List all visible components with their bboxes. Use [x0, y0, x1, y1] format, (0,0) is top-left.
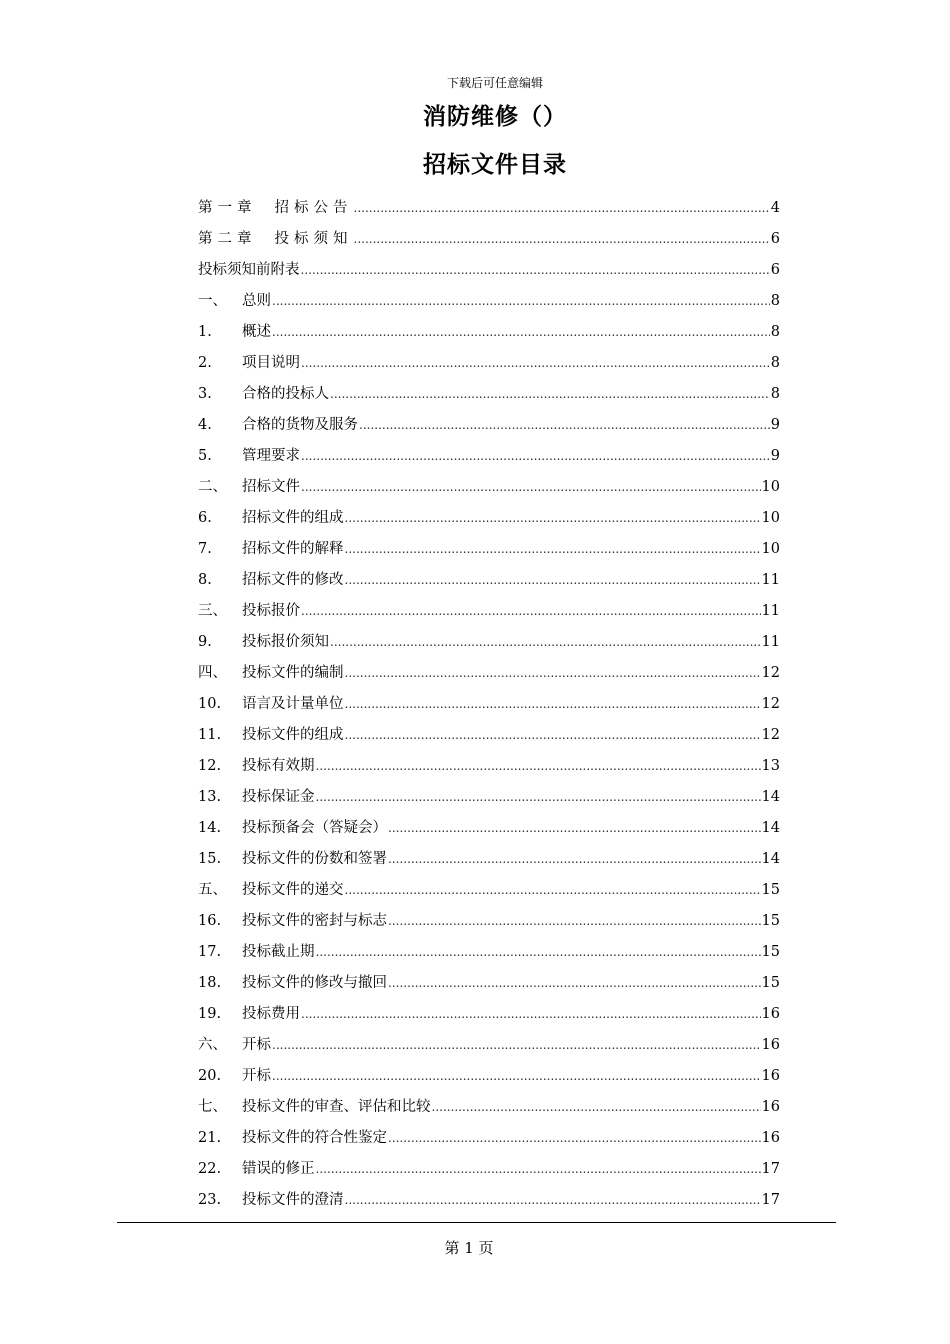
toc-entry-number: 一、 [198, 293, 227, 309]
toc-dot-leader [272, 1030, 761, 1061]
toc-entry-page: 8 [770, 386, 780, 402]
toc-entry-page: 16 [761, 1006, 780, 1022]
toc-entry-label: 投标预备会（答疑会） [242, 820, 387, 836]
toc-dot-leader [345, 503, 761, 534]
toc-dot-leader [301, 596, 761, 627]
toc-entry-number: 8. [198, 572, 212, 588]
toc-entry-label: 投标截止期 [242, 944, 315, 960]
toc-entry[interactable] [198, 565, 780, 596]
toc-entry-page: 9 [770, 448, 780, 464]
toc-dot-leader [345, 534, 761, 565]
toc-entry-page: 15 [761, 975, 780, 991]
toc-dot-leader [388, 906, 761, 937]
toc-dot-leader [388, 813, 761, 844]
toc-entry-label: 投标文件的澄清 [242, 1192, 344, 1208]
toc-entry-label: 投标文件的递交 [242, 882, 344, 898]
toc-entry-number: 六、 [198, 1037, 227, 1053]
toc-entry[interactable] [198, 813, 780, 844]
toc-entry[interactable] [198, 410, 780, 441]
toc-entry-number: 四、 [198, 665, 227, 681]
toc-entry-page: 10 [761, 510, 780, 526]
toc-dot-leader [301, 348, 770, 379]
toc-dot-leader [354, 224, 770, 255]
toc-dot-leader [388, 968, 761, 999]
toc-entry-label: 招标文件的解释 [242, 541, 344, 557]
toc-entry[interactable] [198, 999, 780, 1030]
toc-dot-leader [316, 751, 761, 782]
toc-entry-number: 19. [198, 1006, 222, 1022]
toc-entry-page: 14 [761, 851, 780, 867]
toc-dot-leader [330, 627, 761, 658]
toc-entry-page: 17 [761, 1192, 780, 1208]
toc-entry-page: 13 [761, 758, 780, 774]
toc-dot-leader [345, 1185, 761, 1216]
toc-entry-number: 16. [198, 913, 222, 929]
toc-entry[interactable] [198, 472, 780, 503]
toc-heading: 招标文件目录 [423, 152, 567, 178]
toc-entry-number: 14. [198, 820, 222, 836]
toc-entry[interactable] [198, 937, 780, 968]
toc-dot-leader [301, 255, 770, 286]
toc-entry[interactable] [198, 968, 780, 999]
toc-entry-label: 投标文件的份数和签署 [242, 851, 387, 867]
toc-dot-leader [345, 689, 761, 720]
toc-dot-leader [388, 1123, 761, 1154]
table-of-contents [198, 193, 780, 1216]
toc-dot-leader [316, 937, 761, 968]
header-note: 下载后可任意编辑 [446, 76, 543, 90]
toc-entry-label: 投标费用 [242, 1006, 300, 1022]
toc-entry-number: 七、 [198, 1099, 227, 1115]
toc-entry-number: 11. [198, 727, 222, 743]
toc-entry-number: 第一章 [198, 200, 257, 216]
toc-dot-leader [301, 999, 761, 1030]
toc-entry-page: 15 [761, 944, 780, 960]
toc-entry-page: 15 [761, 882, 780, 898]
toc-entry-label: 投标有效期 [242, 758, 315, 774]
toc-dot-leader [316, 1154, 761, 1185]
toc-entry-page: 12 [761, 727, 780, 743]
toc-entry[interactable] [198, 1030, 780, 1061]
toc-entry-page: 6 [770, 231, 780, 247]
toc-entry-page: 14 [761, 820, 780, 836]
toc-dot-leader [301, 472, 761, 503]
toc-dot-leader [272, 317, 770, 348]
toc-entry-label: 投标文件的审查、评估和比较 [242, 1099, 431, 1115]
toc-entry-page: 12 [761, 665, 780, 681]
toc-entry[interactable] [198, 844, 780, 875]
toc-entry[interactable] [198, 503, 780, 534]
toc-entry[interactable] [198, 906, 780, 937]
toc-entry[interactable] [198, 317, 780, 348]
toc-entry-number: 五、 [198, 882, 227, 898]
toc-dot-leader [272, 286, 770, 317]
toc-dot-leader [330, 379, 770, 410]
toc-entry-label: 投标文件的符合性鉴定 [242, 1130, 387, 1146]
toc-entry[interactable] [198, 193, 780, 224]
toc-entry[interactable] [198, 875, 780, 906]
toc-entry-number: 17. [198, 944, 222, 960]
toc-dot-leader [432, 1092, 761, 1123]
toc-entry-number: 5. [198, 448, 212, 464]
toc-entry-label: 招标公告 [274, 200, 353, 216]
toc-entry-number: 12. [198, 758, 222, 774]
toc-entry-number: 10. [198, 696, 222, 712]
toc-entry[interactable] [198, 534, 780, 565]
toc-entry-label: 开标 [242, 1068, 271, 1084]
toc-entry-label: 投标保证金 [242, 789, 315, 805]
toc-entry-page: 11 [761, 572, 780, 588]
toc-entry[interactable] [198, 348, 780, 379]
toc-entry-page: 8 [770, 293, 780, 309]
toc-entry-number: 15. [198, 851, 222, 867]
toc-entry-label: 投标须知 [274, 231, 353, 247]
toc-entry-number: 20. [198, 1068, 222, 1084]
toc-entry-label: 合格的投标人 [242, 386, 329, 402]
toc-entry-number: 6. [198, 510, 212, 526]
toc-entry[interactable] [198, 379, 780, 410]
toc-entry[interactable] [198, 751, 780, 782]
toc-entry-label: 招标文件的组成 [242, 510, 344, 526]
toc-dot-leader [345, 875, 761, 906]
toc-entry-label: 语言及计量单位 [242, 696, 344, 712]
toc-entry-number: 21. [198, 1130, 222, 1146]
toc-entry[interactable] [198, 255, 780, 286]
toc-entry-page: 4 [770, 200, 780, 216]
toc-dot-leader [301, 441, 770, 472]
toc-entry-page: 16 [761, 1130, 780, 1146]
toc-entry-number: 三、 [198, 603, 227, 619]
toc-entry[interactable] [198, 782, 780, 813]
toc-entry-label: 招标文件 [242, 479, 300, 495]
toc-dot-leader [345, 565, 761, 596]
toc-entry-number: 22. [198, 1161, 222, 1177]
toc-dot-leader [359, 410, 770, 441]
toc-dot-leader [316, 782, 761, 813]
toc-entry[interactable] [198, 1061, 780, 1092]
toc-entry-number: 23. [198, 1192, 222, 1208]
toc-entry-page: 11 [761, 603, 780, 619]
toc-entry-label: 投标报价须知 [242, 634, 329, 650]
toc-entry-number: 第二章 [198, 231, 257, 247]
toc-entry[interactable] [198, 286, 780, 317]
toc-entry[interactable] [198, 689, 780, 720]
page-number: 第 1 页 [444, 1239, 494, 1257]
toc-entry-number: 9. [198, 634, 212, 650]
toc-entry-label: 合格的货物及服务 [242, 417, 358, 433]
toc-entry-label: 开标 [242, 1037, 271, 1053]
toc-entry-number: 18. [198, 975, 222, 991]
toc-dot-leader [354, 193, 770, 224]
toc-entry[interactable] [198, 1123, 780, 1154]
toc-entry-number: 7. [198, 541, 212, 557]
toc-entry-label: 错误的修正 [242, 1161, 315, 1177]
toc-entry-page: 10 [761, 479, 780, 495]
toc-entry-label: 投标报价 [242, 603, 300, 619]
footer-divider [117, 1222, 836, 1223]
toc-entry[interactable] [198, 224, 780, 255]
toc-entry-label: 概述 [242, 324, 271, 340]
toc-entry[interactable] [198, 627, 780, 658]
toc-entry[interactable] [198, 1154, 780, 1185]
toc-entry[interactable] [198, 720, 780, 751]
toc-entry-page: 6 [770, 262, 780, 278]
toc-entry-page: 10 [761, 541, 780, 557]
toc-entry-page: 17 [761, 1161, 780, 1177]
toc-entry-label: 投标文件的编制 [242, 665, 344, 681]
toc-entry-page: 9 [770, 417, 780, 433]
toc-entry-page: 14 [761, 789, 780, 805]
toc-entry[interactable] [198, 1185, 780, 1216]
toc-entry-page: 8 [770, 355, 780, 371]
toc-entry-page: 16 [761, 1068, 780, 1084]
toc-entry-page: 15 [761, 913, 780, 929]
toc-entry-label: 投标文件的密封与标志 [242, 913, 387, 929]
toc-entry-page: 16 [761, 1037, 780, 1053]
toc-entry-page: 11 [761, 634, 780, 650]
toc-entry[interactable] [198, 596, 780, 627]
toc-entry[interactable] [198, 441, 780, 472]
document-title: 消防维修（） [423, 104, 567, 130]
toc-entry-page: 8 [770, 324, 780, 340]
toc-entry-number: 1. [198, 324, 212, 340]
toc-dot-leader [272, 1061, 761, 1092]
toc-entry-label: 投标须知前附表 [198, 262, 300, 278]
toc-entry[interactable] [198, 1092, 780, 1123]
toc-entry[interactable] [198, 658, 780, 689]
toc-entry-number: 2. [198, 355, 212, 371]
toc-entry-number: 二、 [198, 479, 227, 495]
toc-entry-label: 招标文件的修改 [242, 572, 344, 588]
toc-entry-number: 4. [198, 417, 212, 433]
toc-entry-label: 投标文件的组成 [242, 727, 344, 743]
toc-entry-label: 管理要求 [242, 448, 300, 464]
toc-entry-label: 项目说明 [242, 355, 300, 371]
toc-dot-leader [388, 844, 761, 875]
toc-entry-label: 总则 [242, 293, 271, 309]
toc-entry-number: 3. [198, 386, 212, 402]
toc-dot-leader [345, 720, 761, 751]
toc-dot-leader [345, 658, 761, 689]
toc-entry-label: 投标文件的修改与撤回 [242, 975, 387, 991]
toc-entry-page: 16 [761, 1099, 780, 1115]
toc-entry-number: 13. [198, 789, 222, 805]
toc-entry-page: 12 [761, 696, 780, 712]
